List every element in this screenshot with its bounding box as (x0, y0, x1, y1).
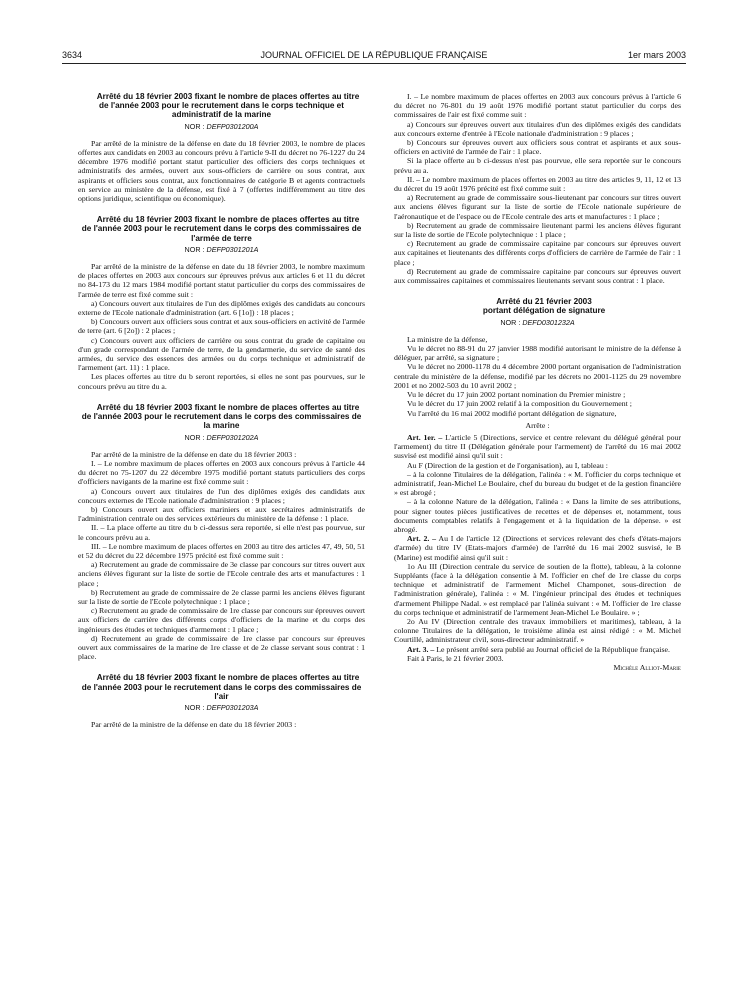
nor-reference: NOR : DEFP0301200A (184, 121, 259, 131)
paragraph: Au F (Direction de la gestion et de l'organisation), au I, tableau : (407, 460, 608, 470)
paragraph: b) Concours ouvert aux officiers mariniers et aux secrétaires administratifs de l'administration centrale ou des services extérieurs du ministère de la défense : 1 place. (78, 504, 365, 524)
paragraph: II. – Le nombre maximum de places offertes en 2003 au titre des articles 9, 11, 12 et 13 du décret du 19 août 1976 précité est fixé comme suit : (394, 174, 681, 194)
page-header (62, 50, 686, 64)
arrete-subtitle: portant délégation de signature (482, 306, 606, 316)
paragraph: a) Concours sur épreuves ouvert aux titulaires d'un des diplômes exigés des candidats aux concours externe d'entrée à l'Ecole nationale d'administration : 9 places ; (394, 119, 681, 138)
arrete-title: Arrêté du 18 février 2003 fixant le nombre de places offertes au titre de l'année 2003 pour le recrutement dans le corps des commissaires de la marine (81, 402, 362, 431)
journal-title: JOURNAL OFFICIEL DE LA RÉPUBLIQUE FRANÇAISE (260, 50, 488, 60)
nor-reference: NOR : DEFP0301202A (184, 432, 259, 442)
article-3: Art. 3. – Le présent arrêté sera publié au Journal officiel de la République française. (407, 644, 670, 654)
paragraph: Par arrêté de la ministre de la défense en date du 18 février 2003, le nombre de places offertes aux candidats en 2003 au concours prévu à l'article 9-II du décret no 76-1227 du 24 décembre 1976 modifié portant statut particulier des officiers des corps techniques et administratifs des armées, ouvert aux sous-officiers de carrière ou sous contrat, aux aspirants et officiers sous contrat, aux fonctionnaires de catégorie B et agents contractuels en service au ministère de la défense, est fixé à 7 (offertes indifféremment au titre des options juridique, scientifique ou économique). (78, 138, 365, 204)
arrete-block-2 (78, 215, 365, 391)
paragraph: b) Concours sur épreuves ouvert aux officiers sous contrat et aspirants et aux sous-officiers en activité de l'armée de l'air : 1 place. (394, 138, 681, 157)
paragraph: Fait à Paris, le 21 février 2003. (407, 653, 504, 663)
paragraph: I. – Le nombre maximum de places offertes en 2003 aux concours prévus à l'article 6 du décret no 76-801 du 19 août 1976 modifié portant statut particulier du corps des commissaires de l'air est fixé comme suit : (394, 92, 681, 120)
paragraph: a) Concours ouvert aux titulaires de l'un des diplômes exigés des candidats au concours externe de l'Ecole nationale d'administration (art. 6 [1o]) : 18 places ; (78, 298, 365, 318)
paragraph: Vu l'arrêté du 16 mai 2002 modifié portant délégation de signature, (407, 408, 617, 418)
paragraph: a) Concours ouvert aux titulaires de l'un des diplômes exigés des candidats aux concours externes de l'Ecole nationale d'administration : 9 places ; (78, 486, 365, 505)
page-number: 3634 (62, 50, 83, 60)
arrete-block-3 (78, 403, 365, 661)
arrete-title: Arrêté du 18 février 2003 fixant le nombre de places offertes au titre de l'année 2003 pour le recrutement dans le corps des commissaires de l'armée de terre (81, 215, 362, 243)
paragraph: Par arrêté de la ministre de la défense en date du 18 février 2003, le nombre maximum de places offertes en 2003 aux concours sur épreuves prévus aux articles 6 et 11 du décret no 84-173 du 12 mars 1984 modifié portant statut particulier du corps des commissaires de l'armée de terre est fixé comme suit : (78, 262, 365, 299)
paragraph: c) Concours ouvert aux officiers de carrière ou sous contrat du grade de capitaine ou d'un grade correspondant de l'armée de terre, de la gendarmerie, du service de santé des armées, du service des essences des armées ou du corps technique et administratif de l'armement (art. 11) : 1 place. (78, 335, 365, 373)
arrete-title: Arrêté du 18 février 2003 fixant le nombre de places offertes au titre de l'année 2003 pour le recrutement dans le corps des commissaires de l'air (81, 673, 362, 701)
left-column (78, 92, 365, 741)
paragraph: c) Recrutement au grade de commissaire de 1re classe par concours sur épreuves ouvert aux officiers de carrière des différents corps d'officiers de la marine et du corps des ingénieurs des études et techniques d'armement : 1 place ; (78, 606, 365, 634)
paragraph: b) Recrutement au grade de commissaire lieutenant parmi les anciens élèves figurant sur la liste de sortie de l'Ecole polytechnique : 1 place ; (394, 220, 681, 240)
paragraph: Les places offertes au titre du b seront reportées, si elles ne sont pas pourvues, sur le concours prévu au titre du a. (78, 372, 365, 391)
signature: Michèle Alliot-Marie (613, 662, 681, 672)
paragraph: II. – La place offerte au titre du b ci-dessus sera reportée, si elle n'est pas pourvue, sur le concours prévu au a. (78, 523, 365, 542)
paragraph: Vu le décret du 17 juin 2002 relatif à la composition du Gouvernement ; (407, 399, 632, 409)
paragraph: – à la colonne Nature de la délégation, l'alinéa : « Dans la limite de ses attributions, pour signer toutes pièces justificatives de recettes et de dépenses et, notamment, tous documents comptables relatifs à l'engagement et à la liquidation de la dépense. » est abrogé. (394, 497, 681, 534)
arrete-block-5 (394, 297, 681, 672)
paragraph: III. – Le nombre maximum de places offertes en 2003 au titre des articles 47, 49, 50, 51 et 52 du décret du 22 décembre 1975 précité est fixé comme suit : (78, 541, 365, 560)
article-1: Art. 1er. – L'article 5 (Directions, service et centre relevant du délégué général pour l'armement) du titre II (Délégation générale pour l'armement) de l'arrêté du 16 mai 2002 susvisé est modifié ainsi qu'il suit : (394, 432, 681, 461)
nor-reference: NOR : DEFD0301232A (500, 317, 575, 327)
arrete-title: Arrêté du 21 février 2003 (496, 297, 592, 307)
nor-reference: NOR : DEFP0301203A (184, 702, 259, 712)
arrete-block-4 (78, 673, 365, 729)
issue-date: 1er mars 2003 (627, 50, 686, 60)
paragraph: Vu le décret no 88-91 du 27 janvier 1988 modifié autorisant le ministre de la défense à déléguer, par arrêté, sa signature ; (394, 344, 681, 363)
paragraph: d) Recrutement au grade de commissaire capitaine par concours sur épreuves ouvert aux commissaires capitaines et commissaires lieutenants servant sous contrat : 1 place. (394, 266, 681, 286)
paragraph: Si la place offerte au b ci-dessus n'est pas pourvue, elle sera reportée sur le concours prévu au a. (394, 156, 681, 175)
arrete-word: Arrête : (525, 420, 550, 430)
paragraph: b) Concours ouvert aux officiers sous contrat et aux sous-officiers en activité de l'armée de terre (art. 6 [2o]) : 2 places ; (78, 317, 365, 336)
paragraph: La ministre de la défense, (407, 334, 488, 344)
paragraph: 1o Au III (Direction centrale du service de soutien de la flotte), tableau, à la colonne Suppléants (face à la délégation consentie à M. l'officier en chef de 1re classe du corps technique et administratif de l'armement Michel Champonet, sous-direction de l'administration générale), l'alinéa : « M. l'ingénieur principal des études et techniques d'armement Philippe Nadal. » est remplacé par l'alinéa suivant : « M. l'officier de 1re classe du corps technique et administratif de l'armement Jean-Michel Le Boulaire. » ; (394, 561, 681, 617)
article-2: Art. 2. – Au I de l'article 12 (Directions et services relevant des chefs d'états-majors d'armée) du titre IV (Etats-majors d'armée) de l'arrêté du 16 mai 2002 susvisé, le B (Marine) est modifié ainsi qu'il suit : (394, 534, 681, 562)
arrete-block-1 (78, 92, 365, 203)
paragraph: a) Recrutement au grade de commissaire de 3e classe par concours sur titres ouvert aux anciens élèves figurant sur la liste de sortie de l'Ecole centrale des arts et manufactures : 1 place ; (78, 560, 365, 588)
arrete-title: Arrêté du 18 février 2003 fixant le nombre de places offertes au titre de l'année 2003 pour le recrutement dans le corps technique et administratif de la marine (96, 92, 360, 120)
paragraph: 2o Au IV (Direction centrale des travaux immobiliers et maritimes), tableau, à la colonne Titulaires de la délégation, le troisième alinéa est ainsi rédigé : « M. Michel Courtillé, administrateur civil, sous-directeur administratif. » (394, 616, 681, 645)
paragraph: Par arrêté de la ministre de la défense en date du 18 février 2003 : (91, 449, 297, 459)
right-column (394, 92, 681, 684)
nor-reference: NOR : DEFP0301201A (184, 244, 259, 254)
paragraph: I. – Le nombre maximum de places offertes en 2003 aux concours prévus à l'article 44 du décret no 75-1207 du 22 décembre 1975 modifié portant statuts particuliers des corps d'officiers navigants de la marine est fixé comme suit : (78, 458, 365, 487)
paragraph: c) Recrutement au grade de commissaire capitaine par concours sur épreuves ouvert aux capitaines et lieutenants des différents corps d'officiers de carrière de l'armée de l'air : 1 place ; (394, 239, 681, 267)
header-rule (62, 63, 686, 64)
paragraph: Vu le décret no 2000-1178 du 4 décembre 2000 portant organisation de l'administration centrale du ministère de la défense, modifié par les décrets no 2001-1125 du 29 novembre 2001 et no 2002-503 du 10 avril 2002 ; (394, 362, 681, 390)
paragraph: Par arrêté de la ministre de la défense en date du 18 février 2003 : (91, 720, 297, 730)
paragraph: b) Recrutement au grade de commissaire de 2e classe parmi les anciens élèves figurant sur la liste de sortie de l'Ecole polytechnique : 1 place ; (78, 587, 365, 606)
paragraph: – à la colonne Titulaires de la délégation, l'alinéa : « M. l'officier du corps technique et administratif, Jean-Michel Le Boulaire, chef du bureau du budget et de la gestion financière » est abrogé ; (394, 469, 681, 498)
paragraph: d) Recrutement au grade de commissaire de 1re classe par concours sur épreuves ouvert aux commissaires de la marine de 1re classe et de 2e classe servant sous contrat : 1 place. (78, 633, 365, 662)
paragraph: Vu le décret du 17 juin 2002 portant nomination du Premier ministre ; (407, 390, 626, 400)
paragraph: a) Recrutement au grade de commissaire sous-lieutenant par concours sur titres ouvert aux anciens élèves figurant sur la liste de sortie de l'Ecole nationale supérieure de l'aéronautique et de l'espace ou de l'Ecole centrale des arts et manufactures : 1 place ; (394, 193, 681, 221)
